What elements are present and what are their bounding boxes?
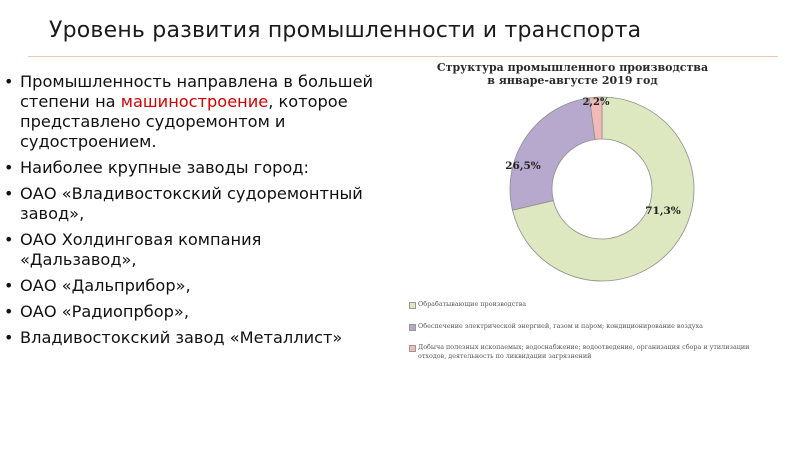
donut-slice	[510, 98, 595, 210]
bullet-item	[0, 184, 375, 224]
legend-label: Добыча полезных ископаемых; водоснабжение; водоотведение, организация сбора и утилизации отходов, деятельность по ликвидации загрязнений	[418, 343, 750, 360]
bullet-text: Владивостокский завод «Металлист»	[20, 328, 343, 347]
legend-item	[409, 300, 769, 309]
slide-title: Уровень развития промышленности и транспорта	[49, 18, 642, 43]
bullet-item	[0, 158, 375, 178]
chart-legend	[409, 300, 769, 360]
bullet-item	[0, 230, 375, 270]
bullet-text: Промышленность направлена в большей степени на	[20, 72, 374, 111]
bullet-marker: •	[4, 328, 14, 347]
chart-title: Структура промышленного производства	[436, 61, 709, 74]
bullet-text: , которое представлено судоремонтом и судостроением.	[20, 92, 348, 151]
bullet-text: ОАО «Владивостокский судоремонтный завод»,	[20, 184, 363, 223]
bullet-highlight: машиностроение	[120, 92, 269, 111]
legend-label: Обрабатывающие производства	[418, 300, 527, 308]
legend-swatch	[409, 302, 416, 309]
bullet-text: ОАО «Радиопрбор»,	[20, 302, 189, 321]
donut-svg	[400, 56, 745, 296]
bullet-list	[0, 72, 375, 354]
slice-data-label: 2,2%	[582, 97, 610, 108]
bullet-item	[0, 302, 375, 322]
bullet-marker: •	[4, 72, 14, 91]
bullet-item	[0, 72, 375, 152]
bullet-marker: •	[4, 276, 14, 295]
bullet-text: ОАО Холдинговая компания «Дальзавод»,	[20, 230, 262, 269]
slice-data-label: 71,3%	[645, 205, 681, 217]
bullet-item	[0, 276, 375, 296]
bullet-item	[0, 328, 375, 348]
slice-data-label: 26,5%	[505, 160, 541, 172]
chart-subtitle: в январе-августе 2019 год	[487, 74, 658, 87]
legend-item	[409, 343, 769, 360]
bullet-marker: •	[4, 302, 14, 321]
bullet-text: ОАО «Дальприбор»,	[20, 276, 191, 295]
legend-item	[409, 322, 769, 331]
bullet-marker: •	[4, 230, 14, 249]
legend-label: Обеспечение электрической энергией, газом и паром; кондиционирование воздуха	[418, 321, 703, 330]
bullet-text: Наиболее крупные заводы город:	[20, 158, 309, 177]
legend-swatch	[409, 324, 416, 331]
bullet-marker: •	[4, 184, 14, 203]
legend-swatch	[409, 345, 416, 352]
bullet-marker: •	[4, 158, 14, 177]
